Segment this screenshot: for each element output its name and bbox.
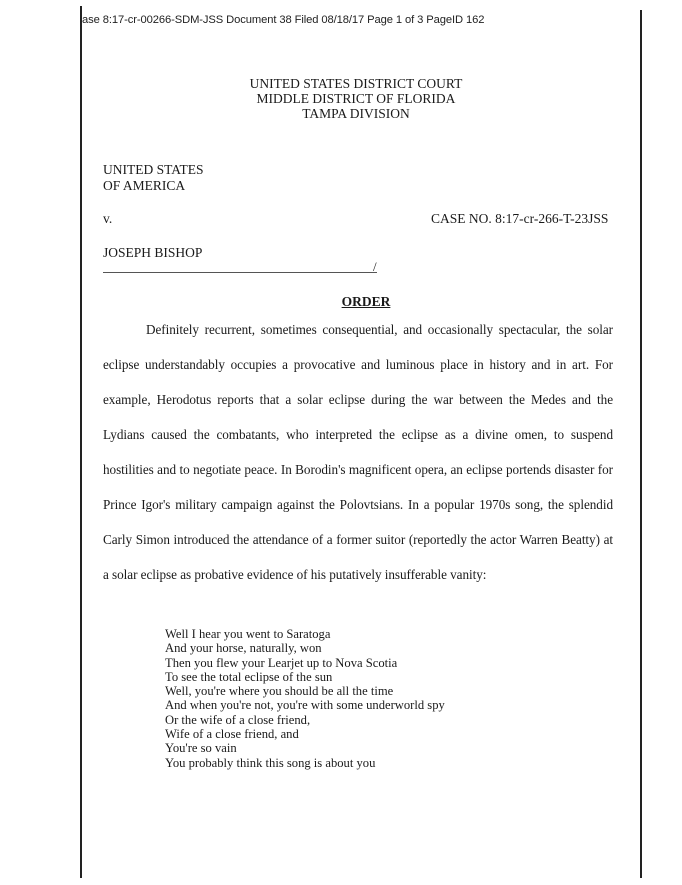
lyric-line: To see the total eclipse of the sun xyxy=(165,669,333,684)
song-lyrics xyxy=(165,627,445,770)
lyric-line: And when you're not, you're with some underworld spy xyxy=(165,698,445,713)
plaintiff-line-2: OF AMERICA xyxy=(103,178,186,193)
page-right-border xyxy=(640,10,642,878)
order-title: ORDER xyxy=(341,294,391,309)
page-left-border xyxy=(80,6,82,878)
lyric-line: Well I hear you went to Saratoga xyxy=(165,627,331,641)
lyric-line: Wife of a close friend, and xyxy=(165,727,299,742)
lyric-line: You're so vain xyxy=(165,741,237,756)
lyric-line: Well, you're where you should be all the time xyxy=(165,684,394,699)
court-district: MIDDLE DISTRICT OF FLORIDA xyxy=(256,91,456,106)
case-number: CASE NO. 8:17-cr-266-T-23JSS xyxy=(431,211,609,226)
lyric-line: Or the wife of a close friend, xyxy=(165,712,311,727)
versus-label: v. xyxy=(103,211,113,226)
order-paragraph: Definitely recurrent, sometimes consequential, and occasionally spectacular, the solar eclipse understandably occupies a provocative and luminous place in history and in art. For example, Herodotus reports that a solar eclipse during the war between the Medes and the Lydians caused the combatants, who interpreted the eclipse as a divine omen, to suspend hostilities and to negotiate peace. In Borodin's magnificent opera, an eclipse portends disaster for Prince Igor's military campaign against the Polovtsians. In a popular 1970s song, the splendid Carly Simon introduced the attendance of a former suitor (reportedly the actor Warren Beatty) at a solar eclipse as probative evidence of his putatively insufferable vanity: xyxy=(103,322,613,582)
plaintiff-line-1: UNITED STATES xyxy=(103,162,204,177)
court-heading xyxy=(0,76,682,121)
defendant-name: JOSEPH BISHOP xyxy=(103,245,203,260)
lyric-line: And your horse, naturally, won xyxy=(165,641,322,656)
caption-divider xyxy=(103,272,377,273)
court-name: UNITED STATES DISTRICT COURT xyxy=(249,76,463,91)
case-header: ase 8:17-cr-00266-SDM-JSS Document 38 Filed 08/18/17 Page 1 of 3 PageID 162 xyxy=(82,14,485,26)
lyric-line: Then you flew your Learjet up to Nova Scotia xyxy=(165,655,398,670)
caption-slash: / xyxy=(373,259,377,274)
lyric-line: You probably think this song is about you xyxy=(165,755,376,770)
court-division: TAMPA DIVISION xyxy=(302,106,410,121)
